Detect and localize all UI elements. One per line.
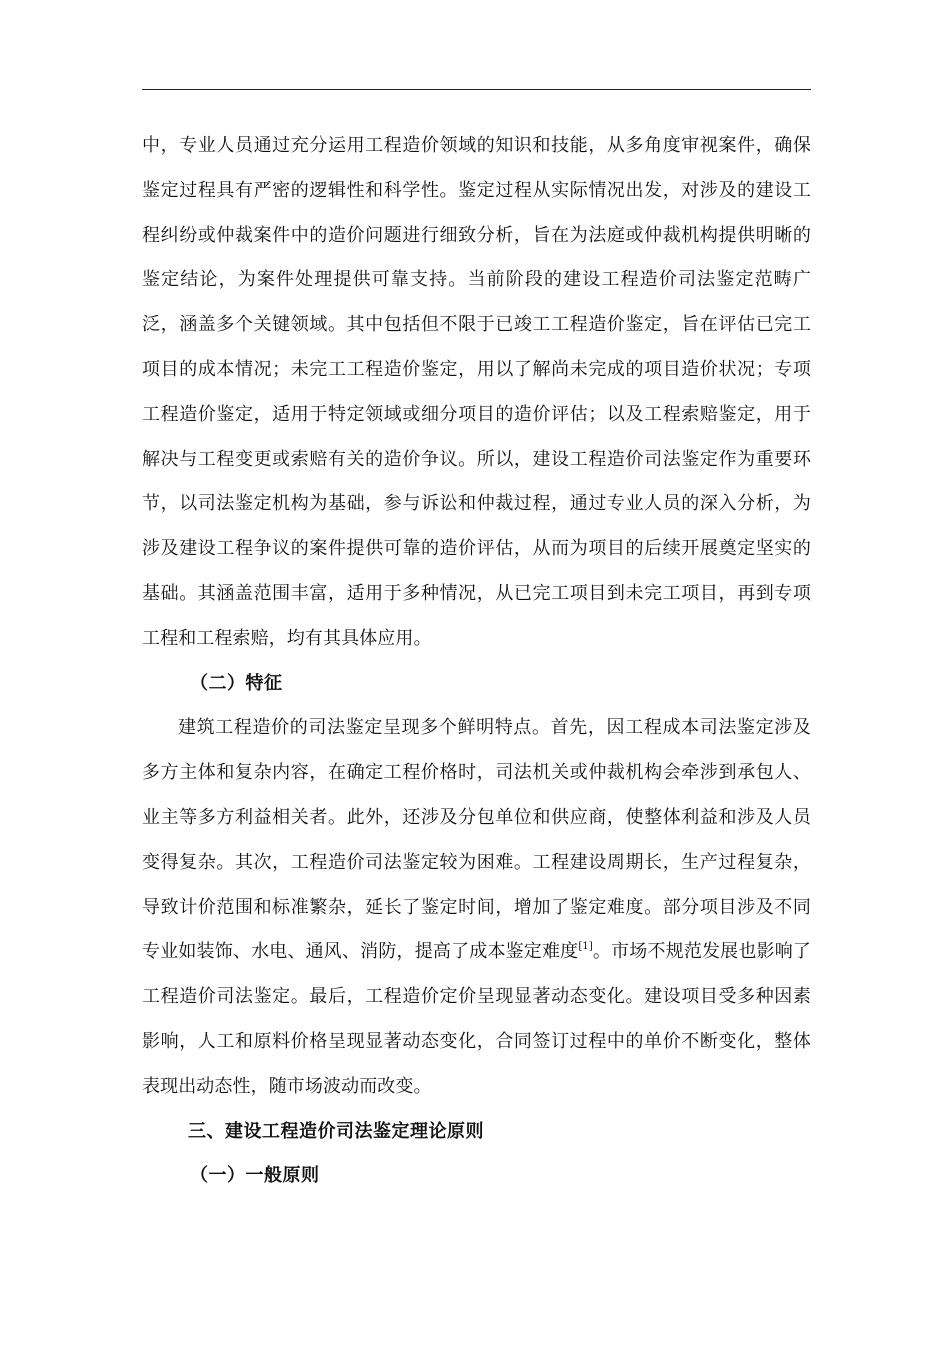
citation-reference: [1] [578, 941, 593, 953]
section-heading: 三、建设工程造价司法鉴定理论原则 [188, 1120, 484, 1142]
paragraph-text: 。市场不规范发展也影响了工程造价司法鉴定。最后，工程造价定价呈现显著动态变化。建设项目受多种因素影响，人工和原料价格呈现显著动态变化，合同签订过程中的单价不断变化，整体表现出动态性，随市场波动而改变。 [142, 941, 812, 1097]
paragraph-text: 建筑工程造价的司法鉴定呈现多个鲜明特点。首先，因工程成本司法鉴定涉及多方主体和复杂内容，在确定工程价格时，司法机关或仲裁机构会牵涉到承包人、业主等多方利益相关者。此外，还涉及分包单位和供应商，使整体利益和涉及人员变得复杂。其次，工程造价司法鉴定较为困难。工程建设周期长，生产过程复杂，导致计价范围和标准繁杂，延长了鉴定时间，增加了鉴定难度。部分项目涉及不同专业如装饰、水电、通风、消防，提高了成本鉴定难度 [142, 717, 811, 963]
subheading-features: （二）特征 [190, 672, 283, 694]
page-content [142, 124, 811, 1199]
body-paragraph: 中，专业人员通过充分运用工程造价领域的知识和技能，从多角度审视案件，确保鉴定过程具有严密的逻辑性和科学性。鉴定过程从实际情况出发，对涉及的建设工程纠纷或仲裁案件中的造价问题进行细致分析，旨在为法庭或仲裁机构提供明晰的鉴定结论，为案件处理提供可靠支持。当前阶段的建设工程造价司法鉴定范畴广泛，涵盖多个关键领域。其中包括但不限于已竣工工程造价鉴定，旨在评估已完工项目的成本情况；未完工工程造价鉴定，用以了解尚未完成的项目造价状况；专项工程造价鉴定，适用于特定领域或细分项目的造价评估；以及工程索赔鉴定，用于解决与工程变更或索赔有关的造价争议。所以，建设工程造价司法鉴定作为重要环节，以司法鉴定机构为基础，参与诉讼和仲裁过程，通过专业人员的深入分析，为涉及建设工程争议的案件提供可靠的造价评估，从而为项目的后续开展奠定坚实的基础。其涵盖范围丰富，适用于多种情况，从已完工项目到未完工项目，再到专项工程和工程索赔，均有其具体应用。 [142, 135, 811, 649]
subheading-general-principles: （一）一般原则 [190, 1165, 320, 1187]
body-paragraph-features [142, 706, 811, 1109]
header-rule [142, 89, 811, 90]
